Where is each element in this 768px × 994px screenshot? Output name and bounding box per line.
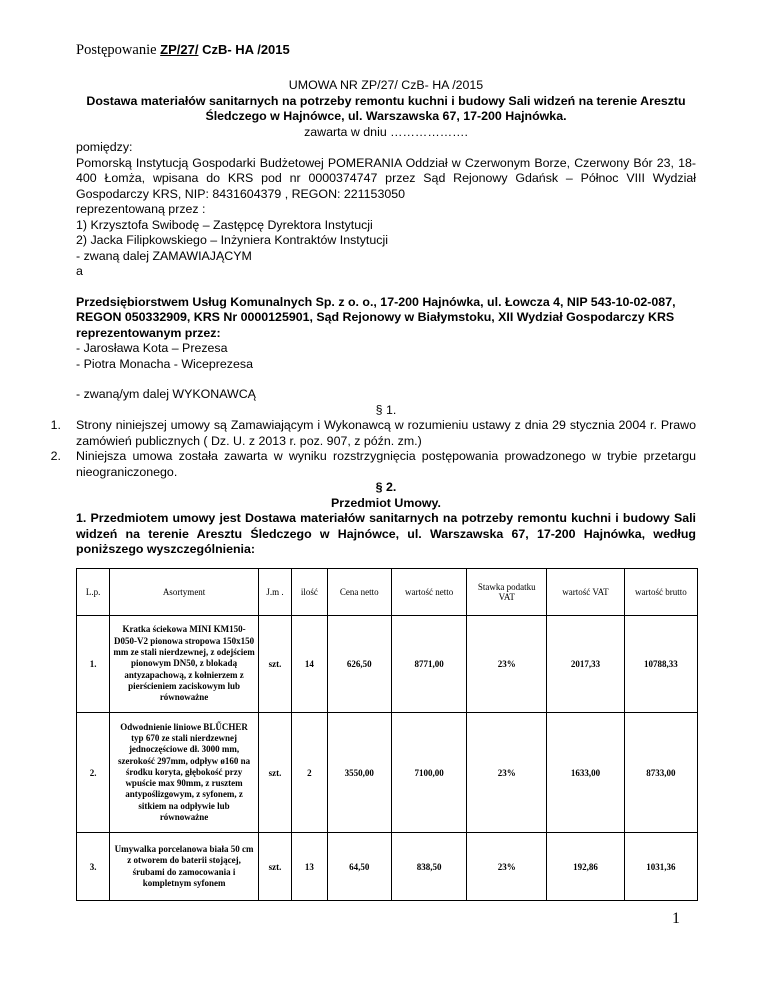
table-row: 2. Odwodnienie liniowe BLŰCHER typ 670 ze stali nierdzewnej jednoczęściowe dł. 3000 mm, szerokość 297mm, odpływ ø160 na środku koryta, głębokość przy wpuście max 90mm, z rusztem antypoślizgowym, z syfonem, z sitkiem na odpływie lub równoważne szt. 2 3550,00 7100,00 23% 1633,00 8733,00 [77,713,698,833]
party2-rep2: - Piotra Monacha - Wiceprezesa [76,356,253,371]
contract-number: UMOWA NR ZP/27/ CzB- HA /2015 [288,78,484,92]
header-code-underlined: ZP/27/ [160,42,199,57]
party1-represented-label: reprezentowaną przez : [76,202,206,216]
party1-rep1: 1) Krzysztofa Swibodę – Zastępcę Dyrektora Instytucji [76,217,373,232]
page-header [76,42,290,59]
col-gross: wartość brutto [624,569,697,616]
section2-text: 1. Przedmiotem umowy jest Dostawa materiałów sanitarnych na potrzeby remontu kuchni i budowy Sali widzeń na terenie Aresztu Śledczego w Hajnówce, ul. Warszawska 67, 17-200 Hajnówka, według poniższego wyszczególnienia: [76,511,696,556]
party2-represented-label: reprezentowanym przez: [76,325,221,340]
party1-rep2: 2) Jacka Filipkowskiego – Inżyniera Kontraktów Instytucji [76,233,388,247]
section1-item: 2. Niniejsza umowa została zawarta w wyniku rozstrzygnięcia postępowania prowadzonego w trybie przetargu nieograniczonego. [50,449,696,479]
col-qty: ilość [292,569,327,616]
col-lp: L.p. [77,569,110,616]
party2-called: - zwaną/ym dalej WYKONAWCĄ [76,387,256,401]
section1-list [50,418,696,480]
table-row: 1. Kratka ściekowa MINI KM150-D050-V2 pionowa stropowa 150x150 mm ze stali nierdzewnej, z odejściem pionowym DN50, z blokadą antyzapachową, z kołnierzem z pierścieniem zaciskowym lub równoważne szt. 14 626,50 8771,00 23% 2017,33 10788,33 [77,616,698,713]
party2-rep1: - Jarosława Kota – Prezesa [76,341,228,355]
table-row: 3. Umywalka porcelanowa biała 50 cm z otworem do baterii stojącej, śrubami do zamocowania i kompletnym syfonem szt. 13 64,50 838,50 23% 192,86 1031,36 [77,833,698,901]
section1-heading: § 1. [375,402,397,417]
col-price: Cena netto [327,569,391,616]
party2-description: Przedsiębiorstwem Usług Komunalnych Sp. z o. o., 17-200 Hajnówka, ul. Łowcza 4, NIP 543-10-02-087, REGON 050332909, KRS Nr 0000125901, Sąd Rejonowy w Białymstoku, XII Wydział Gospodarczy KRS [76,294,676,324]
page-number: 1 [672,910,680,927]
contract-title: Dostawa materiałów sanitarnych na potrzeby remontu kuchni i budowy Sali widzeń na terenie Aresztu Śledczego w Hajnówce, ul. Warszawska 67, 17-200 Hajnówka. [86,93,686,123]
col-item: Asortyment [110,569,259,616]
section2-heading: § 2. [375,480,397,494]
col-vat: wartość VAT [547,569,625,616]
col-vat-rate: Stawka podatku VAT [467,569,547,616]
contract-date: zawarta w dniu ………………. [304,124,468,139]
header-code-rest: CzB- HA /2015 [198,42,290,57]
party1-called: - zwaną dalej ZAMAWIAJĄCYM [76,248,252,263]
items-table [76,568,698,901]
col-unit: J.m . [258,569,291,616]
header-prefix: Postępowanie [76,42,157,58]
between-label: pomiędzy: [76,140,133,154]
and-label: a [76,264,83,278]
document-body [50,78,696,558]
section1-item: 1. Strony niniejszej umowy są Zamawiającym i Wykonawcą w rozumieniu ustawy z dnia 29 stycznia 2004 r. Prawo zamówień publicznych ( Dz. U. z 2013 r. poz. 907, z późn. zm.) [50,418,696,448]
col-net: wartość netto [391,569,466,616]
section2-subheading: Przedmiot Umowy. [331,495,441,510]
table-header-row [77,569,698,616]
party1-description: Pomorską Instytucją Gospodarki Budżetowej POMERANIA Oddział w Czerwonym Borze, Czerwony Bór 23, 18-400 Łomża, wpisana do KRS pod nr 0000374747 przez Sąd Rejonowy Gdańsk – Północ VIII Wydział Gospodarczy KRS, NIP: 8431604379 , REGON: 221153050 [76,155,696,201]
